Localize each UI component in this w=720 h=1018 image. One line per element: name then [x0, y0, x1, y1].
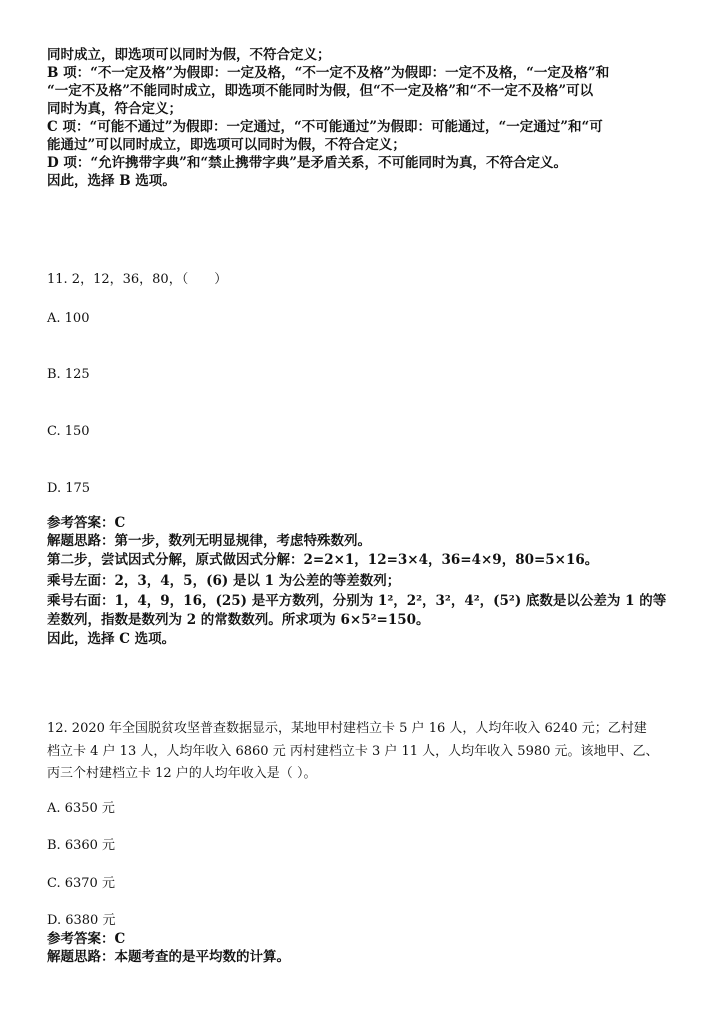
question-11-analysis-line: 差数列，指数是数列为 2 的常数数列。所求项为 6×5²=150。: [47, 612, 430, 628]
question-11-option-c: C. 150: [47, 424, 90, 439]
question-11-analysis-line: 第二步，尝试因式分解，原式做因式分解：2=2×1，12=3×4，36=4×9，80=5×16。: [47, 552, 599, 568]
prev-explanation-line: 同时为真，符合定义；: [47, 101, 182, 117]
prev-explanation-line: C 项：“可能不通过”为假即：一定通过，“不可能通过”为假即：可能通过，“一定通过”和“可: [47, 119, 603, 135]
question-12-stem-line: 档立卡 4 户 13 人，人均年收入 6860 元 丙村建档立卡 3 户 11 人，人均年收入 5980 元。该地甲、乙、: [47, 744, 659, 759]
question-12-option-a: A. 6350 元: [47, 801, 115, 816]
question-12-option-d: D. 6380 元: [47, 913, 116, 928]
question-11-answer: 参考答案：C: [47, 515, 126, 531]
question-12-option-b: B. 6360 元: [47, 838, 116, 853]
prev-explanation-line: 因此，选择 B 选项。: [47, 173, 176, 189]
question-11-option-d: D. 175: [47, 481, 91, 496]
question-12-answer: 参考答案：C: [47, 931, 126, 947]
question-11-analysis-line: 乘号右面：1，4，9，16，(25) 是平方数列，分别为 1²，2²，3²，4²，(5²) 底数是以公差为 1 的等: [47, 593, 667, 609]
question-11-option-a: A. 100: [47, 311, 90, 326]
question-11-option-b: B. 125: [47, 367, 90, 382]
prev-explanation-line: D 项：“允许携带字典”和“禁止携带字典”是矛盾关系，不可能同时为真，不符合定义。: [47, 155, 567, 171]
question-12-stem-line: 12. 2020 年全国脱贫攻坚普查数据显示，某地甲村建档立卡 5 户 16 人，人均年收入 6240 元；乙村建: [47, 721, 647, 736]
question-12-option-c: C. 6370 元: [47, 876, 115, 891]
question-11-analysis-line: 乘号左面：2，3，4，5，(6) 是以 1 为公差的等差数列；: [47, 573, 401, 589]
question-11-analysis-line: 解题思路：第一步，数列无明显规律，考虑特殊数列。: [47, 533, 371, 549]
question-12-analysis-line: 解题思路：本题考查的是平均数的计算。: [47, 949, 290, 965]
question-12-stem-line: 丙三个村建档立卡 12 户的人均年收入是（ ）。: [47, 766, 317, 781]
prev-explanation-line: 能通过”可以同时成立，即选项可以同时为假，不符合定义；: [47, 137, 406, 153]
prev-explanation-line: 同时成立，即选项可以同时为假，不符合定义；: [47, 47, 331, 63]
question-11-analysis-line: 因此，选择 C 选项。: [47, 631, 176, 647]
question-11-stem: 11. 2，12，36，80，（ ）: [47, 272, 228, 287]
prev-explanation-line: “一定不及格”不能同时成立，即选项不能同时为假，但“不一定及格”和“不一定不及格”可以: [47, 83, 594, 99]
prev-explanation-line: B 项：“不一定及格”为假即：一定及格，“不一定不及格”为假即：一定不及格，“一定及格”和: [47, 65, 610, 81]
